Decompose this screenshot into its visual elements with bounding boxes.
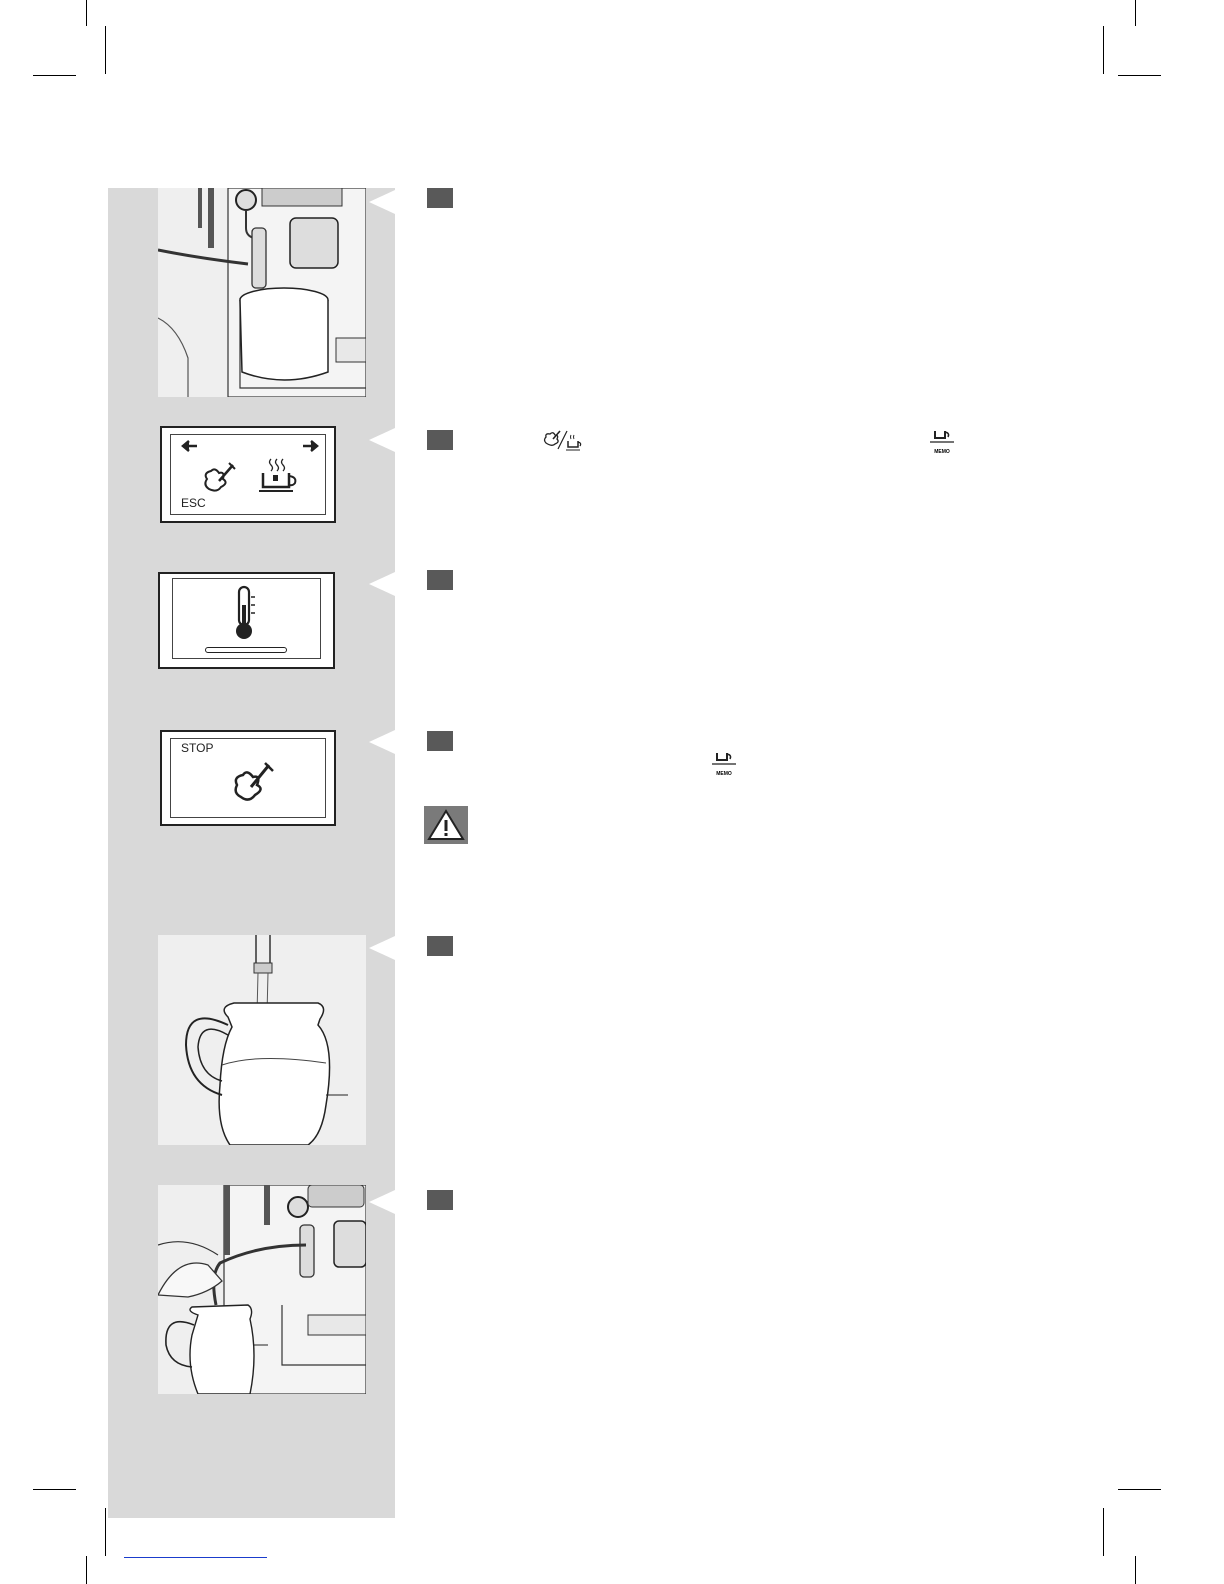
callout-pointer	[369, 190, 395, 214]
stop-label: STOP	[181, 741, 214, 755]
callout-pointer	[369, 730, 395, 754]
hot-water-cup-icon	[257, 455, 301, 495]
memo-button-icon	[928, 428, 956, 454]
lcd-frothing-stop	[160, 730, 336, 826]
crop-mark	[86, 0, 87, 26]
crop-mark	[1135, 1556, 1136, 1584]
callout-pointer	[369, 428, 395, 452]
progress-bar	[205, 647, 287, 653]
footer-link-underline	[124, 1557, 267, 1558]
illustration-hand-jug	[158, 1185, 366, 1394]
lcd-frame	[170, 434, 326, 515]
step-marker-5	[427, 936, 453, 956]
warning-box	[424, 806, 468, 844]
lcd-frame	[172, 578, 321, 659]
crop-mark	[33, 75, 76, 76]
arrow-right-icon	[301, 439, 321, 453]
steam-hotwater-toggle-icon	[542, 429, 584, 451]
crop-mark	[33, 1489, 76, 1490]
step-marker-3	[427, 570, 453, 590]
crop-mark	[105, 26, 106, 74]
callout-pointer	[369, 572, 395, 596]
step-marker-4	[427, 731, 453, 751]
lcd-mode-select	[160, 426, 336, 523]
crop-mark	[105, 1508, 106, 1556]
memo-button-icon	[710, 750, 738, 776]
memo-label: MEMO	[934, 449, 950, 455]
step-marker-2	[427, 430, 453, 450]
esc-label: ESC	[181, 496, 206, 510]
warning-triangle-icon	[424, 806, 468, 844]
crop-mark	[1103, 1508, 1104, 1556]
step-marker-1	[427, 188, 453, 208]
crop-mark	[1135, 0, 1136, 26]
steam-wand-icon	[199, 459, 239, 499]
steam-wand-icon	[227, 759, 277, 809]
arrow-left-icon	[179, 439, 199, 453]
crop-mark	[1118, 75, 1161, 76]
callout-pointer	[369, 1190, 395, 1214]
illustration-cup-under-wand	[158, 188, 366, 397]
lcd-frame	[170, 738, 326, 818]
crop-mark	[86, 1556, 87, 1584]
callout-pointer	[369, 936, 395, 960]
thermometer-icon	[225, 585, 265, 643]
illustration-milk-jug	[158, 935, 366, 1145]
crop-mark	[1103, 26, 1104, 74]
memo-label: MEMO	[716, 771, 732, 777]
lcd-heating	[158, 572, 335, 669]
step-marker-6	[427, 1190, 453, 1210]
crop-mark	[1118, 1489, 1161, 1490]
